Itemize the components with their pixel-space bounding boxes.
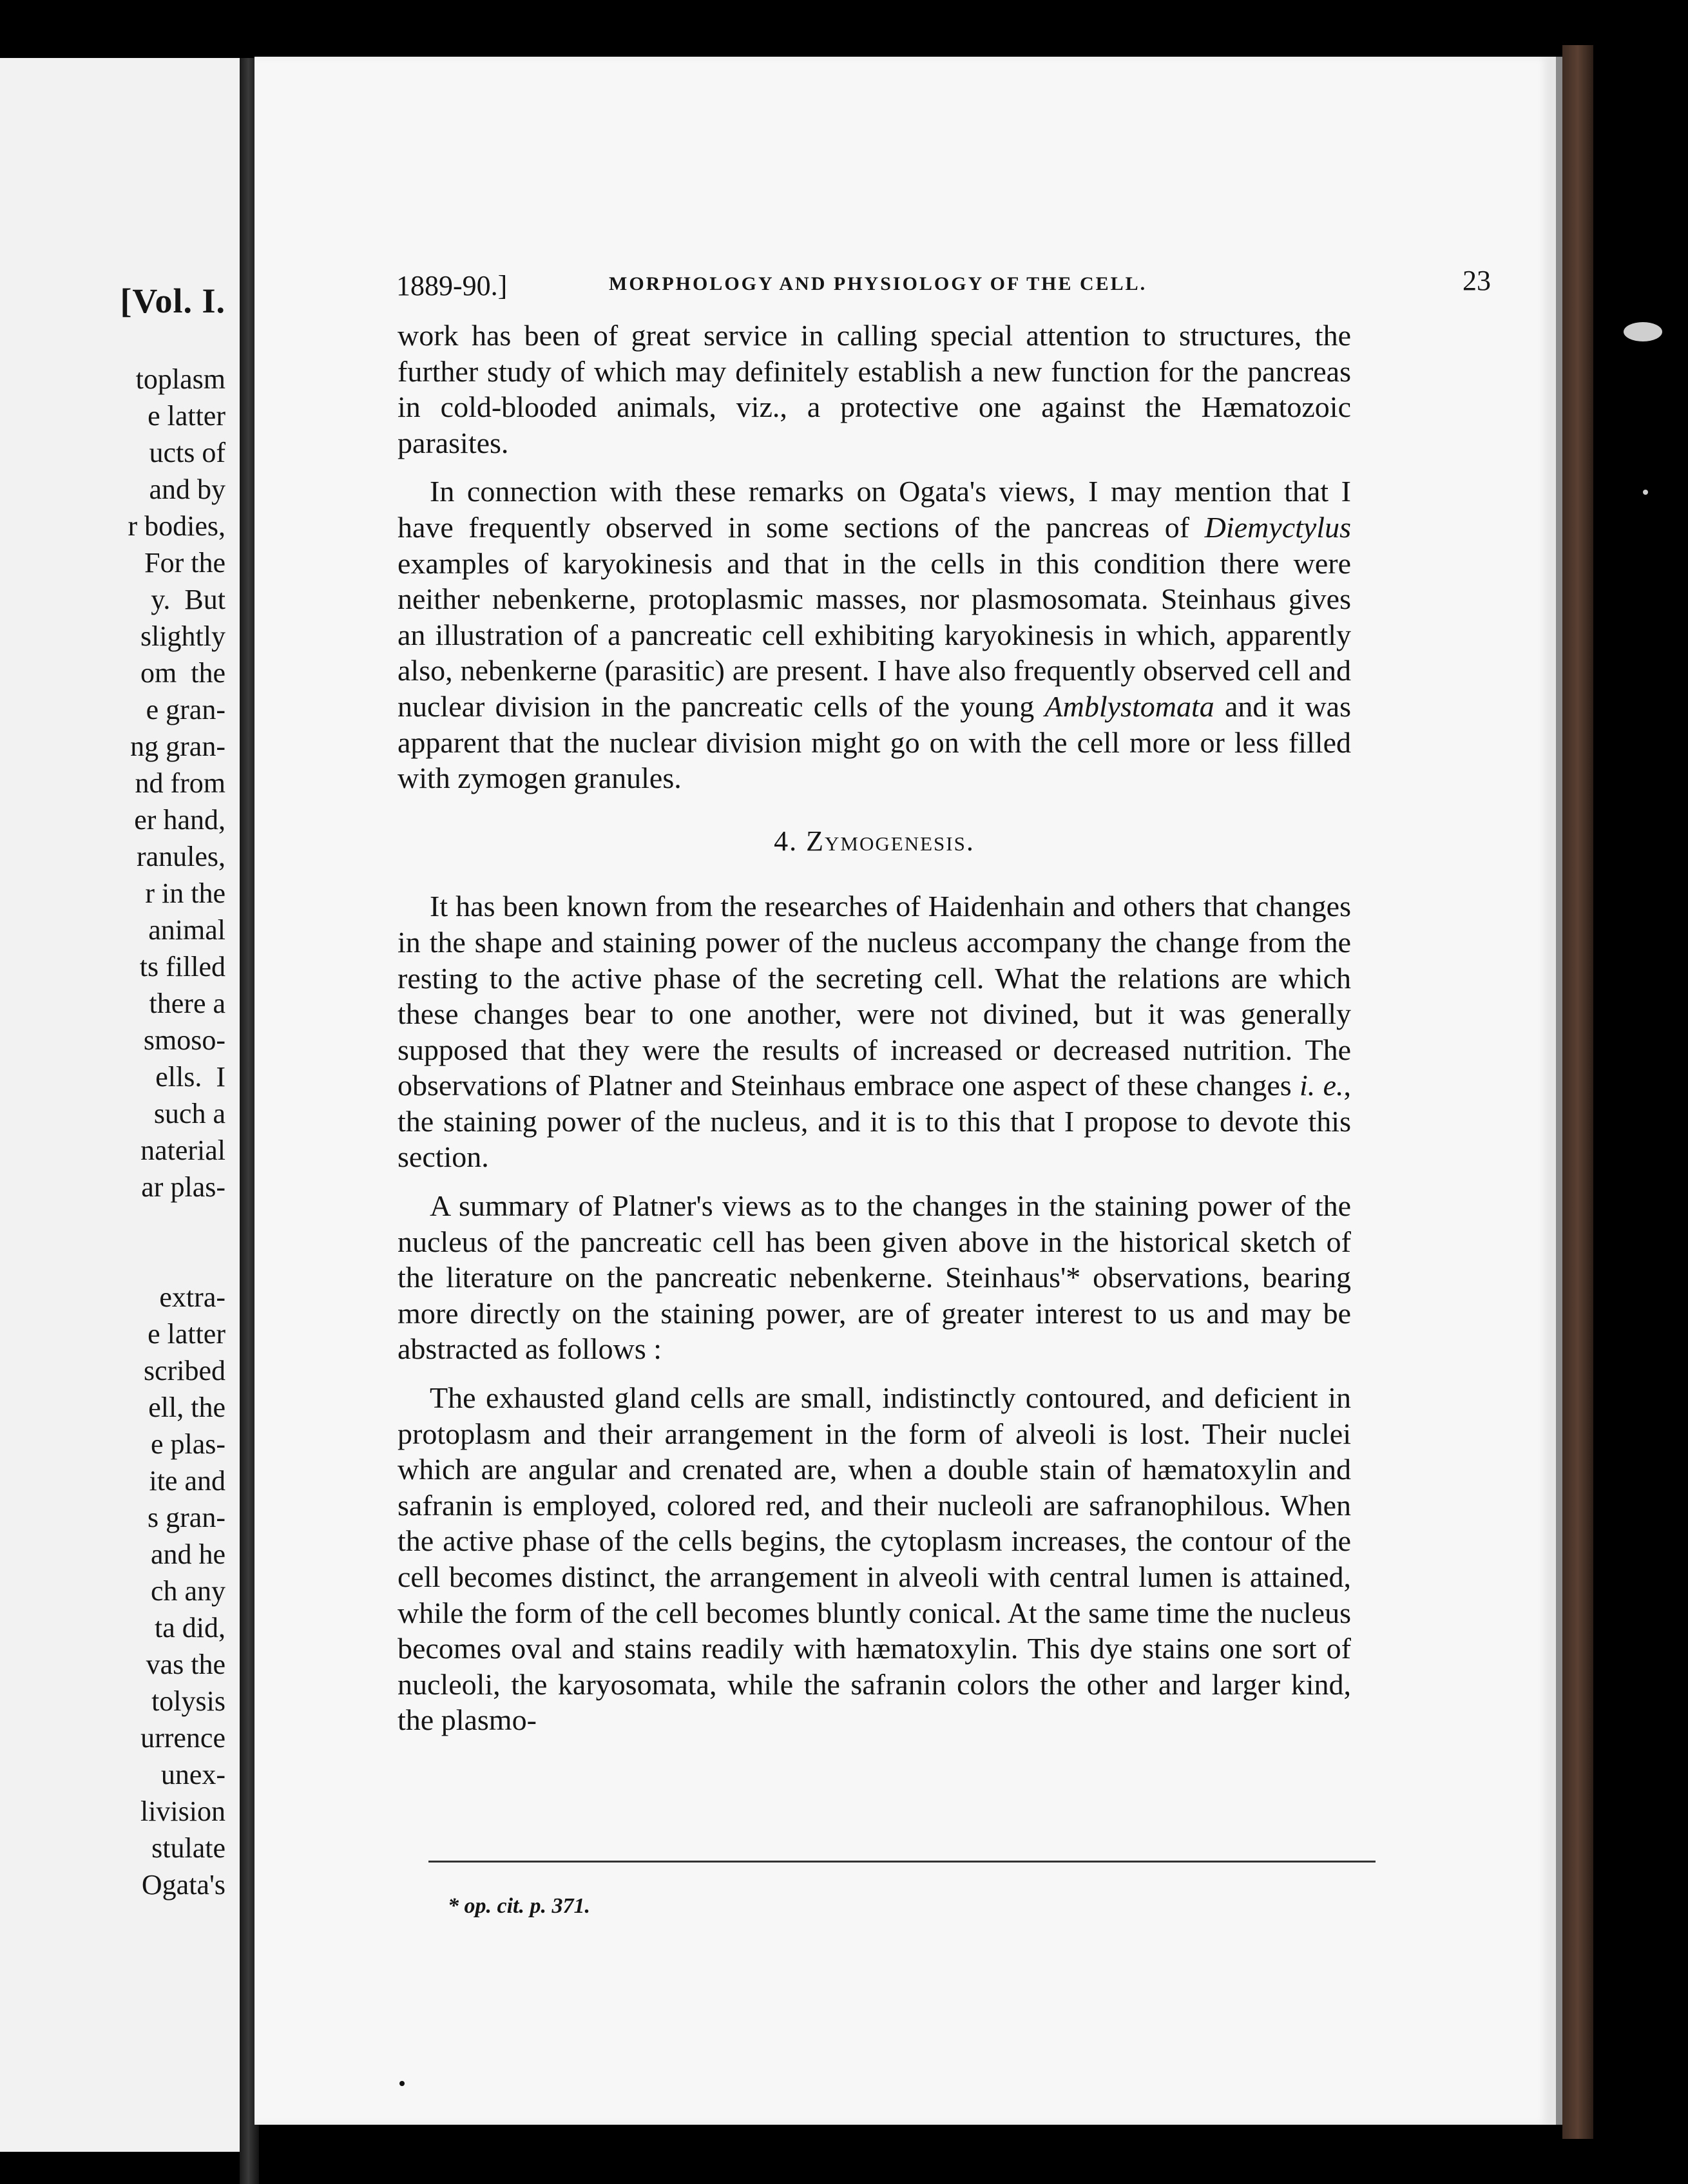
- paragraph-2-text-b: examples of karyokinesis and that in the cells in this condition there were neither nebenkerne, protoplasmic masses, nor plasmosomata. Steinhaus gives an illustration of a pancreatic cell exhibiting karyokinesis in which, apparently also, nebenkerne (parasitic) are present. I have also frequently observed cell and nuclear division in the pancreatic cells of the young: [398, 546, 1351, 723]
- left-page-line: [6, 1242, 225, 1279]
- left-page-text: [6, 361, 225, 1903]
- left-page-line: r in the: [145, 877, 225, 909]
- left-page-line: smoso-: [143, 1024, 225, 1056]
- paragraph-2: [398, 474, 1351, 796]
- left-page-line: urrence: [140, 1722, 225, 1754]
- left-page-fragment: [0, 58, 244, 2152]
- paragraph-1: work has been of great service in calling special attention to structures, the further study of which may definitely establish a new function for the pancreas in cold-blooded animals, viz., a protective one against the Hæmatozoic parasites.: [398, 319, 1351, 459]
- left-page-line: ucts of: [149, 437, 225, 468]
- paragraph-3-text-b: , the staining power of the nucleus, and it is to this that I propose to devote this section.: [398, 1069, 1351, 1174]
- footnote-rule: [428, 1861, 1376, 1863]
- left-page-line: ng gran-: [130, 731, 225, 762]
- running-head: [396, 265, 1614, 321]
- left-page-header: [Vol. I.: [120, 282, 225, 320]
- paragraph-3: [398, 888, 1351, 1175]
- left-page-line: For the: [144, 547, 225, 579]
- left-page-line: ts filled: [139, 951, 225, 982]
- left-page-line: nd from: [135, 767, 225, 799]
- left-page-line: unex-: [153, 1759, 225, 1790]
- footnote: * op. cit. p. 371.: [448, 1894, 590, 1918]
- left-page-line: slightly: [140, 620, 225, 652]
- left-page-line: tolysis: [151, 1685, 225, 1717]
- left-page-line: e latter: [148, 1318, 225, 1350]
- left-page-line: livision: [140, 1796, 225, 1827]
- left-page-line: y. But: [151, 584, 225, 615]
- left-page-line: r bodies,: [128, 510, 225, 542]
- left-page-line: s gran-: [148, 1502, 225, 1533]
- left-page-line: ell, the: [148, 1392, 225, 1423]
- left-page-line: ta did,: [155, 1612, 225, 1643]
- section-heading: 4. Zymogenesis.: [774, 825, 975, 857]
- genus-amblystomata: Amblystomata: [1044, 689, 1214, 723]
- left-page-line: extra-: [159, 1281, 225, 1313]
- left-page-line: e plas-: [150, 1428, 225, 1460]
- paragraph-2-text-c: and it was apparent that the nuclear division might go on with the cell more or less filled with zymogen granules.: [398, 689, 1351, 795]
- left-page-line: ells. I: [155, 1061, 225, 1093]
- left-page-line: e latter: [148, 400, 225, 432]
- paragraph-4: A summary of Platner's views as to the changes in the staining power of the nucleus of the pancreatic cell has been given above in the historical sketch of the literature on the pancreatic nebenkerne. Steinhaus'* observations, bearing more directly on the staining power, are of greater interest to us and may be abstracted as follows :: [398, 1189, 1351, 1366]
- left-page-line: and he: [150, 1538, 225, 1570]
- left-page-line: ar plas-: [141, 1171, 225, 1203]
- right-page: [254, 57, 1562, 2125]
- abbreviation-ie: i. e.: [1299, 1069, 1344, 1102]
- scan-speck: [1624, 322, 1662, 341]
- left-page-line: ite and: [149, 1465, 225, 1497]
- left-page-line: there a: [149, 988, 225, 1019]
- paragraph-2-text-a: In connection with these remarks on Ogata's views, I may mention that I have frequently observed in some sections of the pancreas of: [398, 475, 1351, 544]
- running-head-year: 1889-90.]: [396, 270, 508, 302]
- left-page-line: ranules,: [136, 841, 225, 872]
- left-page-line: naterial: [140, 1135, 225, 1166]
- left-page-line: ch any: [150, 1575, 225, 1607]
- left-page-line: e gran-: [146, 694, 225, 725]
- left-page-line: Ogata's: [141, 1869, 225, 1901]
- left-page-line: such a: [146, 1098, 225, 1129]
- paragraph-3-text-a: It has been known from the researches of Haidenhain and others that changes in the shape and staining power of the nucleus accompany the change from the resting to the active phase of the secreting cell. What the relations are which these changes bear to one another, were not divined, but it was generally supposed that they were the results of increased or decreased nutrition. The observations of Platner and Steinhaus embrace one aspect of these changes: [398, 890, 1351, 1102]
- page-number: 23: [1463, 265, 1491, 296]
- left-page-line: scribed: [143, 1355, 225, 1386]
- left-page-line: toplasm: [135, 363, 225, 395]
- left-page-line: animal: [148, 914, 225, 946]
- scan-speck: [399, 2081, 405, 2086]
- left-page-line: stulate: [151, 1832, 225, 1864]
- scan-speck: [1643, 490, 1648, 495]
- left-page-line: vas the: [146, 1649, 225, 1680]
- book-page-edge: [1562, 45, 1593, 2139]
- genus-diemyctylus: Diemyctylus: [1204, 510, 1351, 544]
- left-page-line: and by: [149, 474, 225, 505]
- running-head-title: MORPHOLOGY AND PHYSIOLOGY OF THE CELL.: [609, 273, 1147, 294]
- left-page-line: om the: [140, 657, 225, 689]
- paragraph-5: The exhausted gland cells are small, indistinctly contoured, and deficient in protoplasm and their arrangement in the form of alveoli is lost. Their nuclei which are angular and crenated are, when a double stain of hæmatoxylin and safranin is employed, colored red, and their nucleoli are safranophilous. When the active phase of the cells begins, the cytoplasm increases, the contour of the cell becomes distinct, the arrangement in alveoli with central lumen is attained, while the form of the cell becomes bluntly conical. At the same time the nucleus becomes oval and stains readily with hæmatoxylin. This dye stains one sort of nucleoli, the karyosomata, while the safranin colors the other and larger kind, the plasmo-: [398, 1381, 1351, 1737]
- left-page-line: [6, 1205, 225, 1242]
- body-text: [398, 318, 1351, 1738]
- left-page-line: er hand,: [134, 804, 225, 836]
